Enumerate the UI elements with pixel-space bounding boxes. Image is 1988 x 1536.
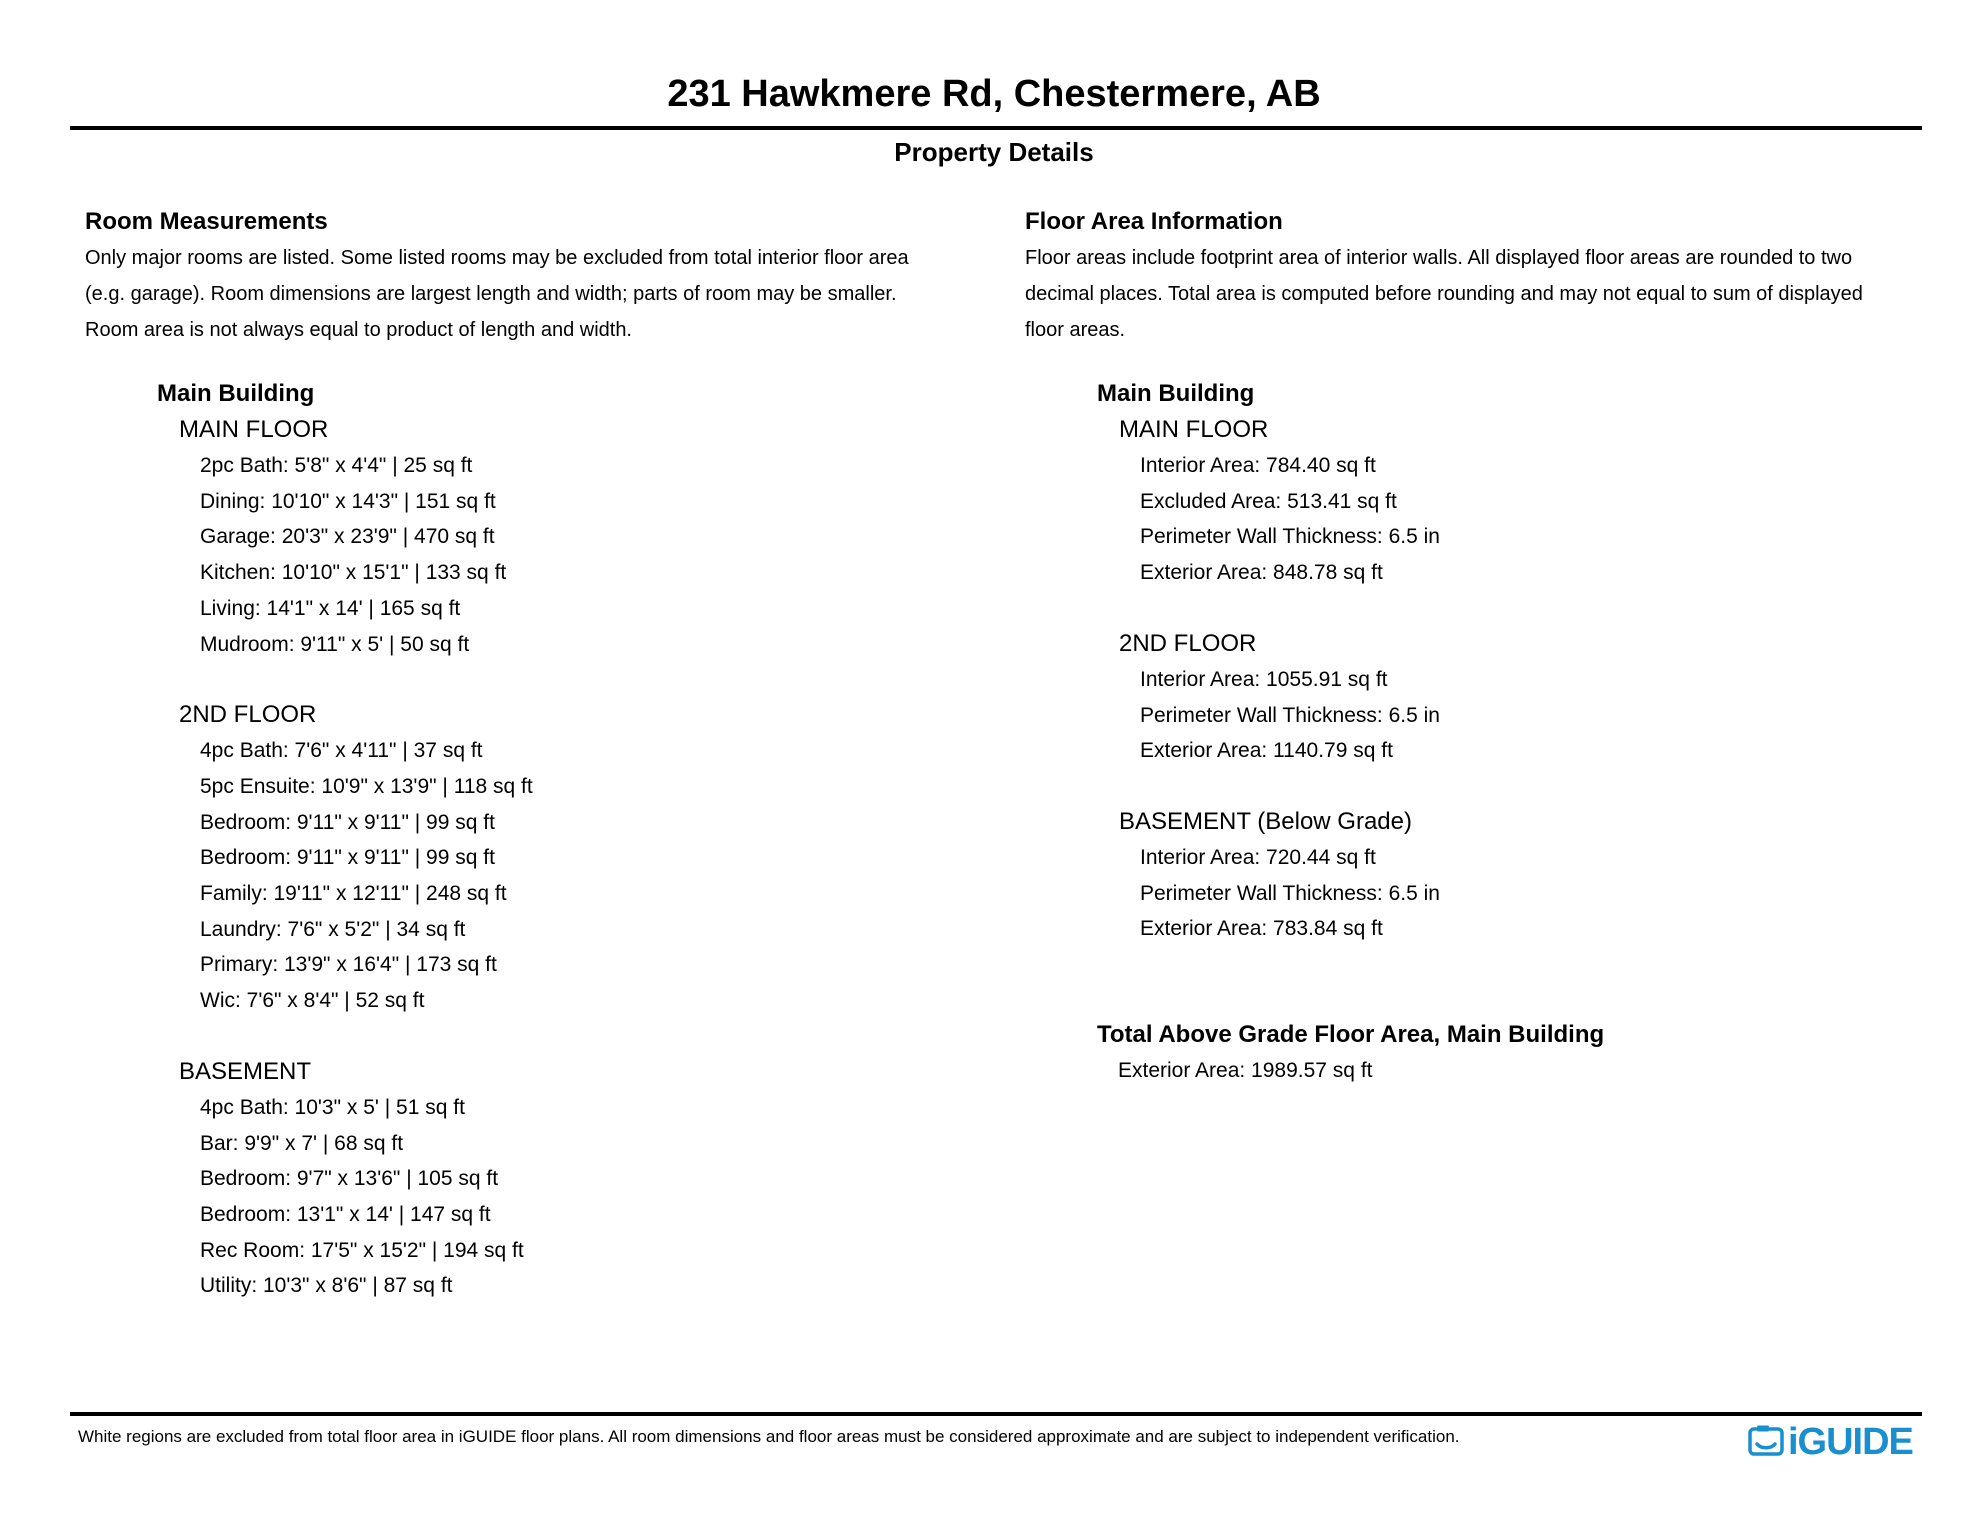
floor-name: 2ND FLOOR — [179, 701, 317, 729]
floor-area-heading: Floor Area Information — [1025, 208, 1283, 235]
area-floor-basement — [1119, 804, 1955, 947]
room-measurements-description-line: Only major rooms are listed. Some listed rooms may be excluded from total interior floor area — [85, 247, 909, 269]
room-item: Living: 14'1" x 14' | 165 sq ft — [200, 596, 461, 620]
area-item: Exterior Area: 848.78 sq ft — [1140, 561, 1383, 585]
area-item: Perimeter Wall Thickness: 6.5 in — [1140, 881, 1440, 905]
building-title: Main Building — [1097, 380, 1255, 407]
area-item: Exterior Area: 783.84 sq ft — [1140, 917, 1383, 941]
total-floor-area — [1097, 1017, 1955, 1089]
iguide-camera-icon — [1748, 1424, 1784, 1461]
room-measurements-heading: Room Measurements — [85, 208, 328, 235]
room-item: Bedroom: 13'1" x 14' | 147 sq ft — [200, 1202, 491, 1226]
footer-divider — [70, 1412, 1922, 1416]
footer-disclaimer: White regions are excluded from total floor area in iGUIDE floor plans. All room dimensions and floor areas must be considered approximate and are subject to independent verification. — [78, 1427, 1460, 1446]
floor-name: 2ND FLOOR — [1119, 629, 1257, 657]
room-item: Utility: 10'3" x 8'6" | 87 sq ft — [200, 1274, 453, 1298]
room-item: Family: 19'11" x 12'11" | 248 sq ft — [200, 882, 507, 906]
floor-second — [179, 697, 1015, 1019]
header-divider — [70, 126, 1922, 130]
floor-area-description-line: floor areas. — [1025, 319, 1126, 341]
floor-area-building — [1097, 376, 1955, 947]
area-item: Perimeter Wall Thickness: 6.5 in — [1140, 525, 1440, 549]
room-item: Garage: 20'3" x 23'9" | 470 sq ft — [200, 525, 495, 549]
room-item: 5pc Ensuite: 10'9" x 13'9" | 118 sq ft — [200, 774, 533, 798]
total-value: Exterior Area: 1989.57 sq ft — [1118, 1059, 1373, 1083]
room-item: Bedroom: 9'7" x 13'6" | 105 sq ft — [200, 1167, 499, 1191]
floor-basement — [179, 1054, 1015, 1304]
room-item: Bedroom: 9'11" x 9'11" | 99 sq ft — [200, 810, 495, 834]
page-subtitle: Property Details — [894, 137, 1094, 167]
area-item: Interior Area: 720.44 sq ft — [1140, 845, 1376, 869]
total-heading: Total Above Grade Floor Area, Main Building — [1097, 1021, 1605, 1049]
area-floor-second — [1119, 626, 1955, 769]
floor-name: BASEMENT — [179, 1057, 312, 1085]
room-item: Kitchen: 10'10" x 15'1" | 133 sq ft — [200, 561, 507, 585]
room-item: 2pc Bath: 5'8" x 4'4" | 25 sq ft — [200, 454, 473, 477]
building-title: Main Building — [157, 380, 315, 407]
room-item: Primary: 13'9" x 16'4" | 173 sq ft — [200, 953, 497, 977]
iguide-logo-text: iGUIDE — [1788, 1421, 1913, 1463]
floor-main — [179, 412, 1015, 662]
room-item: Wic: 7'6" x 8'4" | 52 sq ft — [200, 989, 425, 1013]
room-item: Laundry: 7'6" x 5'2" | 34 sq ft — [200, 917, 466, 941]
iguide-logo — [1748, 1420, 1913, 1464]
room-item: Bedroom: 9'11" x 9'11" | 99 sq ft — [200, 846, 495, 870]
room-measurements-building — [157, 376, 1015, 1304]
room-measurements-section — [85, 204, 1015, 1304]
area-item: Excluded Area: 513.41 sq ft — [1140, 489, 1397, 513]
floor-area-description-line: decimal places. Total area is computed before rounding and may not equal to sum of displayed — [1025, 283, 1863, 305]
room-measurements-description-line: Room area is not always equal to product of length and width. — [85, 319, 632, 341]
area-floor-main — [1119, 412, 1955, 591]
area-item: Perimeter Wall Thickness: 6.5 in — [1140, 703, 1440, 727]
room-item: Bar: 9'9" x 7' | 68 sq ft — [200, 1131, 404, 1155]
floor-name: MAIN FLOOR — [1119, 416, 1269, 443]
room-measurements-description-line: (e.g. garage). Room dimensions are largest length and width; parts of room may be smaller. — [85, 283, 897, 305]
area-item: Exterior Area: 1140.79 sq ft — [1140, 739, 1393, 763]
floor-name: BASEMENT (Below Grade) — [1119, 807, 1412, 835]
room-item: 4pc Bath: 7'6" x 4'11" | 37 sq ft — [200, 739, 483, 763]
area-item: Interior Area: 1055.91 sq ft — [1140, 667, 1388, 691]
room-item: Rec Room: 17'5" x 15'2" | 194 sq ft — [200, 1238, 524, 1262]
page-title: 231 Hawkmere Rd, Chestermere, AB — [667, 73, 1321, 115]
area-item: Interior Area: 784.40 sq ft — [1140, 454, 1376, 477]
floor-area-section — [1025, 204, 1955, 1089]
room-item: Dining: 10'10" x 14'3" | 151 sq ft — [200, 489, 496, 513]
floor-area-description-line: Floor areas include footprint area of interior walls. All displayed floor areas are rounded to two — [1025, 247, 1853, 269]
floor-name: MAIN FLOOR — [179, 416, 329, 443]
room-item: 4pc Bath: 10'3" x 5' | 51 sq ft — [200, 1095, 465, 1119]
room-item: Mudroom: 9'11" x 5' | 50 sq ft — [200, 632, 470, 656]
